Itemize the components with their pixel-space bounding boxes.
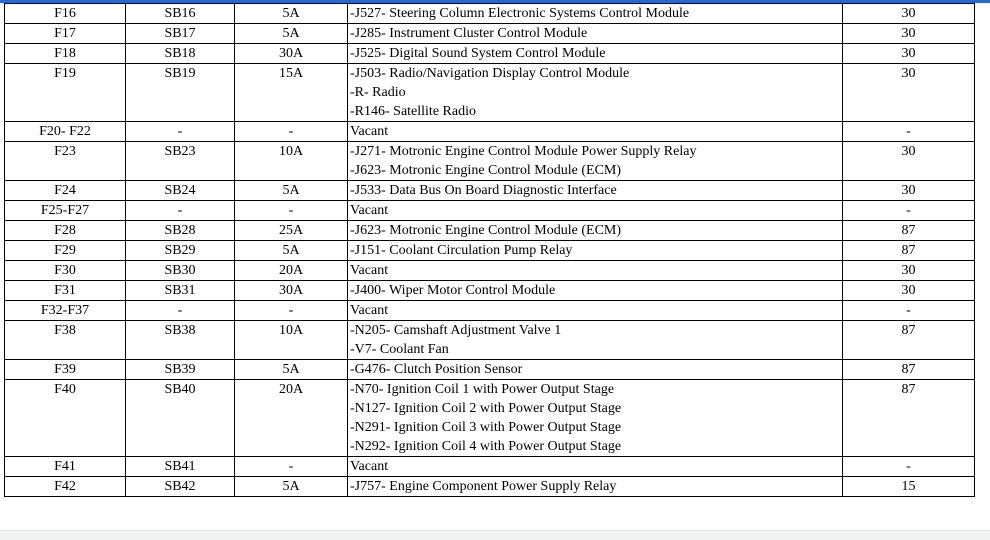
component-line: -R146- Satellite Radio [350,104,476,119]
fuse-position-cell: SB19 [126,64,235,122]
amperage-cell: 5A [235,4,348,24]
fuse-position-cell: - [126,122,235,142]
fuse-position-cell: SB16 [126,4,235,24]
component-description-cell [348,281,843,301]
terminal-cell: 15 [843,477,975,497]
fuse-row [5,4,975,24]
amperage-cell: 15A [235,64,348,122]
fuse-row [5,201,975,221]
terminal-cell: 87 [843,321,975,360]
terminal-cell: 30 [843,24,975,44]
component-description-cell [348,321,843,360]
component-description-cell [348,477,843,497]
component-line: Vacant [350,303,389,318]
component-description-cell [348,24,843,44]
component-line: -J503- Radio/Navigation Display Control Module [350,66,630,81]
fuse-row [5,64,975,122]
fuse-id-cell: F39 [5,360,126,380]
fuse-row [5,380,975,457]
terminal-cell: - [843,122,975,142]
component-line: -J525- Digital Sound System Control Module [350,46,606,61]
terminal-cell: 30 [843,64,975,122]
fuse-position-cell: SB41 [126,457,235,477]
fuse-id-cell: F20- F22 [5,122,126,142]
amperage-cell: 10A [235,321,348,360]
terminal-cell: - [843,301,975,321]
terminal-cell: 30 [843,281,975,301]
amperage-cell: - [235,201,348,221]
fuse-table-body [5,4,975,497]
component-description-cell [348,301,843,321]
fuse-row [5,281,975,301]
component-description-cell [348,122,843,142]
terminal-cell: - [843,457,975,477]
component-description-cell [348,241,843,261]
fuse-position-cell: SB17 [126,24,235,44]
fuse-row [5,221,975,241]
terminal-cell: 30 [843,4,975,24]
amperage-cell: 5A [235,241,348,261]
fuse-id-cell: F31 [5,281,126,301]
fuse-id-cell: F30 [5,261,126,281]
component-line: Vacant [350,124,389,139]
terminal-cell: 30 [843,261,975,281]
component-line: -J271- Motronic Engine Control Module Power Supply Relay [350,144,697,159]
amperage-cell: 10A [235,142,348,181]
amperage-cell: 30A [235,44,348,64]
terminal-cell: 30 [843,181,975,201]
fuse-row [5,142,975,181]
fuse-row [5,301,975,321]
component-description-cell [348,4,843,24]
fuse-position-cell: SB29 [126,241,235,261]
component-description-cell [348,221,843,241]
component-line: -J151- Coolant Circulation Pump Relay [350,243,573,258]
fuse-id-cell: F40 [5,380,126,457]
component-description-cell [348,457,843,477]
amperage-cell: 5A [235,181,348,201]
terminal-cell: 87 [843,241,975,261]
fuse-position-cell: SB38 [126,321,235,360]
fuse-table [4,3,975,497]
fuse-id-cell: F24 [5,181,126,201]
fuse-row [5,261,975,281]
component-line: Vacant [350,459,389,474]
fuse-position-cell: SB40 [126,380,235,457]
fuse-row [5,360,975,380]
fuse-id-cell: F32-F37 [5,301,126,321]
component-line: -N70- Ignition Coil 1 with Power Output Stage [350,382,615,397]
component-line: -N205- Camshaft Adjustment Valve 1 [350,323,562,338]
fuse-id-cell: F28 [5,221,126,241]
component-line: -J285- Instrument Cluster Control Module [350,26,588,41]
component-line: Vacant [350,203,389,218]
fuse-id-cell: F29 [5,241,126,261]
fuse-position-cell: SB39 [126,360,235,380]
terminal-cell: 87 [843,360,975,380]
component-description-cell [348,380,843,457]
amperage-cell: 5A [235,24,348,44]
fuse-position-cell: SB23 [126,142,235,181]
component-description-cell [348,201,843,221]
component-description-cell [348,181,843,201]
terminal-cell: 87 [843,380,975,457]
component-line: -J623- Motronic Engine Control Module (ECM) [350,223,622,238]
fuse-id-cell: F19 [5,64,126,122]
fuse-row [5,24,975,44]
component-line: -R- Radio [350,85,406,100]
amperage-cell: - [235,301,348,321]
fuse-row [5,477,975,497]
component-description-cell [348,360,843,380]
fuse-position-cell: SB42 [126,477,235,497]
fuse-id-cell: F38 [5,321,126,360]
fuse-row [5,181,975,201]
terminal-cell: 87 [843,221,975,241]
component-line: -J623- Motronic Engine Control Module (ECM) [350,163,622,178]
amperage-cell: - [235,122,348,142]
component-description-cell [348,44,843,64]
fuse-position-cell: - [126,301,235,321]
fuse-id-cell: F23 [5,142,126,181]
fuse-id-cell: F42 [5,477,126,497]
component-line: -N292- Ignition Coil 4 with Power Output Stage [350,439,622,454]
component-description-cell [348,261,843,281]
fuse-position-cell: SB24 [126,181,235,201]
fuse-id-cell: F17 [5,24,126,44]
amperage-cell: 30A [235,281,348,301]
fuse-id-cell: F25-F27 [5,201,126,221]
amperage-cell: 5A [235,477,348,497]
component-line: -N291- Ignition Coil 3 with Power Output Stage [350,420,622,435]
fuse-id-cell: F18 [5,44,126,64]
component-line: -J527- Steering Column Electronic Systems Control Module [350,6,690,21]
fuse-row [5,44,975,64]
component-line: Vacant [350,263,389,278]
fuse-row [5,457,975,477]
amperage-cell: 5A [235,360,348,380]
fuse-position-cell: SB28 [126,221,235,241]
component-line: -J400- Wiper Motor Control Module [350,283,556,298]
fuse-position-cell: SB31 [126,281,235,301]
fuse-position-cell: SB30 [126,261,235,281]
amperage-cell: 20A [235,380,348,457]
fuse-row [5,122,975,142]
component-line: -G476- Clutch Position Sensor [350,362,523,377]
amperage-cell: 25A [235,221,348,241]
terminal-cell: - [843,201,975,221]
fuse-row [5,241,975,261]
fuse-id-cell: F16 [5,4,126,24]
fuse-position-cell: SB18 [126,44,235,64]
component-line: -V7- Coolant Fan [350,342,449,357]
amperage-cell: 20A [235,261,348,281]
component-line: -N127- Ignition Coil 2 with Power Output Stage [350,401,622,416]
component-line: -J533- Data Bus On Board Diagnostic Interface [350,183,617,198]
terminal-cell: 30 [843,44,975,64]
fuse-position-cell: - [126,201,235,221]
fuse-id-cell: F41 [5,457,126,477]
component-description-cell [348,64,843,122]
component-description-cell [348,142,843,181]
fuse-row [5,321,975,360]
component-line: -J757- Engine Component Power Supply Relay [350,479,617,494]
amperage-cell: - [235,457,348,477]
terminal-cell: 30 [843,142,975,181]
